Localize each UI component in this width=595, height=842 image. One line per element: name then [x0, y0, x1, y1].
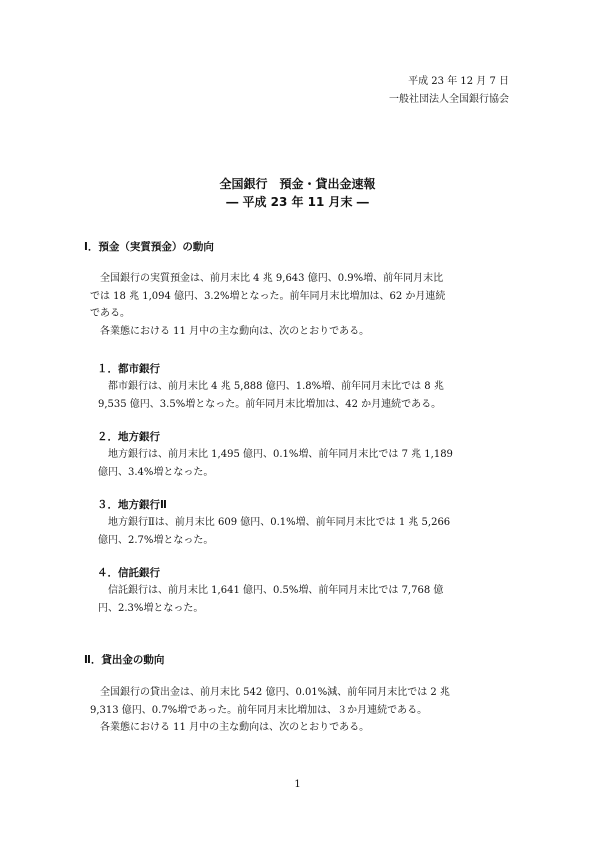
subsection-heading-regional-banks-ii: ３．地方銀行Ⅱ — [97, 499, 167, 511]
subsection-heading-regional-banks: ２．地方銀行 — [97, 431, 160, 443]
loans-paragraph — [90, 684, 510, 737]
document-header — [389, 73, 509, 109]
regional-banks-paragraph — [98, 446, 518, 481]
paragraph-line: 各業態における 11 月中の主な動向は、次のとおりである。 — [90, 325, 370, 337]
paragraph-line: 9,535 億円、3.5%増となった。前年同月末比増加は、42 か月連続である。 — [98, 398, 442, 410]
paragraph-line: 全国銀行の貸出金は、前月末比 542 億円、0.01%減、前年同月末比では 2 兆 — [90, 687, 450, 698]
paragraph-line: 億円、2.7%増となった。 — [98, 534, 214, 546]
section-heading-loans: Ⅱ．貸出金の動向 — [84, 654, 165, 666]
issue-date: 平成 23 年 12 月 7 日 — [408, 76, 509, 87]
paragraph-line: 全国銀行の実質預金は、前月末比 4 兆 9,643 億円、0.9%増、前年同月末比 — [90, 273, 444, 284]
subsection-heading-city-banks: １．都市銀行 — [97, 363, 160, 375]
section-heading-deposits: Ⅰ．預金（実質預金）の動向 — [84, 241, 214, 253]
issuing-organization: 一般社団法人全国銀行協会 — [389, 94, 509, 105]
paragraph-line: 地方銀行は、前月末比 1,495 億円、0.1%増、前年同月末比では 7 兆 1,189 — [98, 449, 453, 460]
regional-banks-ii-paragraph — [98, 514, 518, 549]
paragraph-line: 億円、3.4%増となった。 — [98, 466, 214, 478]
trust-banks-paragraph — [98, 582, 518, 617]
paragraph-line: 信託銀行は、前月末比 1,641 億円、0.5%増、前年同月末比では 7,768 億 — [98, 585, 444, 596]
paragraph-line: 9,313 億円、0.7%増であった。前年同月末比増加は、３か月連続である。 — [90, 704, 428, 716]
title-period: ― 平成 23 年 11 月末 ― — [226, 195, 369, 209]
city-banks-paragraph — [98, 378, 518, 413]
paragraph-line: 各業態における 11 月中の主な動向は、次のとおりである。 — [90, 722, 370, 733]
title-main: 全国銀行 預金・貸出金速報 — [219, 177, 376, 191]
subsection-heading-trust-banks: ４．信託銀行 — [97, 567, 160, 579]
document-title — [0, 175, 595, 211]
paragraph-line: 地方銀行Ⅱは、前月末比 609 億円、0.1%増、前年同月末比では 1 兆 5,266 — [98, 517, 451, 528]
paragraph-line: 円、2.3%増となった。 — [98, 602, 204, 614]
deposits-paragraph — [90, 270, 510, 340]
page-number: 1 — [294, 779, 301, 790]
paragraph-line: では 18 兆 1,094 億円、3.2%増となった。前年同月末比増加は、62 か月連続 — [90, 290, 446, 302]
paragraph-line: である。 — [90, 308, 130, 319]
paragraph-line: 都市銀行は、前月末比 4 兆 5,888 億円、1.8%増、前年同月末比では 8 兆 — [98, 381, 444, 392]
